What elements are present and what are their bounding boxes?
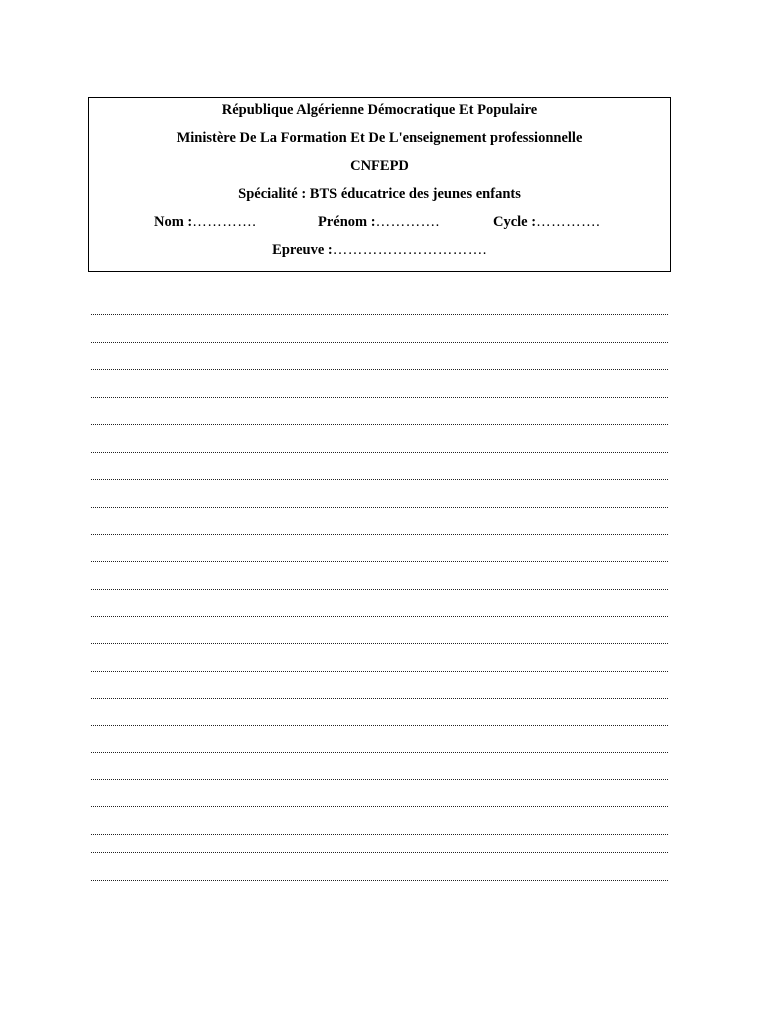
answer-line[interactable] — [91, 397, 668, 398]
answer-line[interactable] — [91, 806, 668, 807]
answer-line[interactable] — [91, 752, 668, 753]
epreuve-blank[interactable]: …………………………. — [332, 242, 487, 258]
answer-line[interactable] — [91, 852, 668, 853]
nom-label: Nom : — [154, 214, 193, 230]
answer-line[interactable] — [91, 698, 668, 699]
answer-line[interactable] — [91, 616, 668, 617]
answer-line[interactable] — [91, 452, 668, 453]
answer-line[interactable] — [91, 342, 668, 343]
prenom-label: Prénom : — [318, 214, 376, 230]
answer-line[interactable] — [91, 834, 668, 835]
answer-line[interactable] — [91, 880, 668, 881]
answer-line[interactable] — [91, 725, 668, 726]
answer-line[interactable] — [91, 589, 668, 590]
answer-line[interactable] — [91, 424, 668, 425]
answer-line[interactable] — [91, 561, 668, 562]
institution-name: CNFEPD — [350, 158, 409, 174]
answer-line[interactable] — [91, 507, 668, 508]
answer-line[interactable] — [91, 534, 668, 535]
cycle-label: Cycle : — [493, 214, 537, 230]
nom-blank[interactable]: …………. — [192, 214, 257, 230]
answer-line[interactable] — [91, 643, 668, 644]
cycle-blank[interactable]: …………. — [536, 214, 601, 230]
answer-line[interactable] — [91, 314, 668, 315]
answer-line[interactable] — [91, 479, 668, 480]
speciality-line: Spécialité : BTS éducatrice des jeunes enfants — [238, 186, 521, 202]
epreuve-label: Epreuve : — [272, 242, 333, 258]
answer-line[interactable] — [91, 671, 668, 672]
republic-title: République Algérienne Démocratique Et Populaire — [221, 102, 538, 118]
answer-lines-area[interactable] — [91, 0, 671, 1024]
prenom-blank[interactable]: …………. — [375, 214, 440, 230]
answer-line[interactable] — [91, 369, 668, 370]
answer-line[interactable] — [91, 779, 668, 780]
ministry-title: Ministère De La Formation Et De L'enseignement professionnelle — [176, 130, 583, 146]
